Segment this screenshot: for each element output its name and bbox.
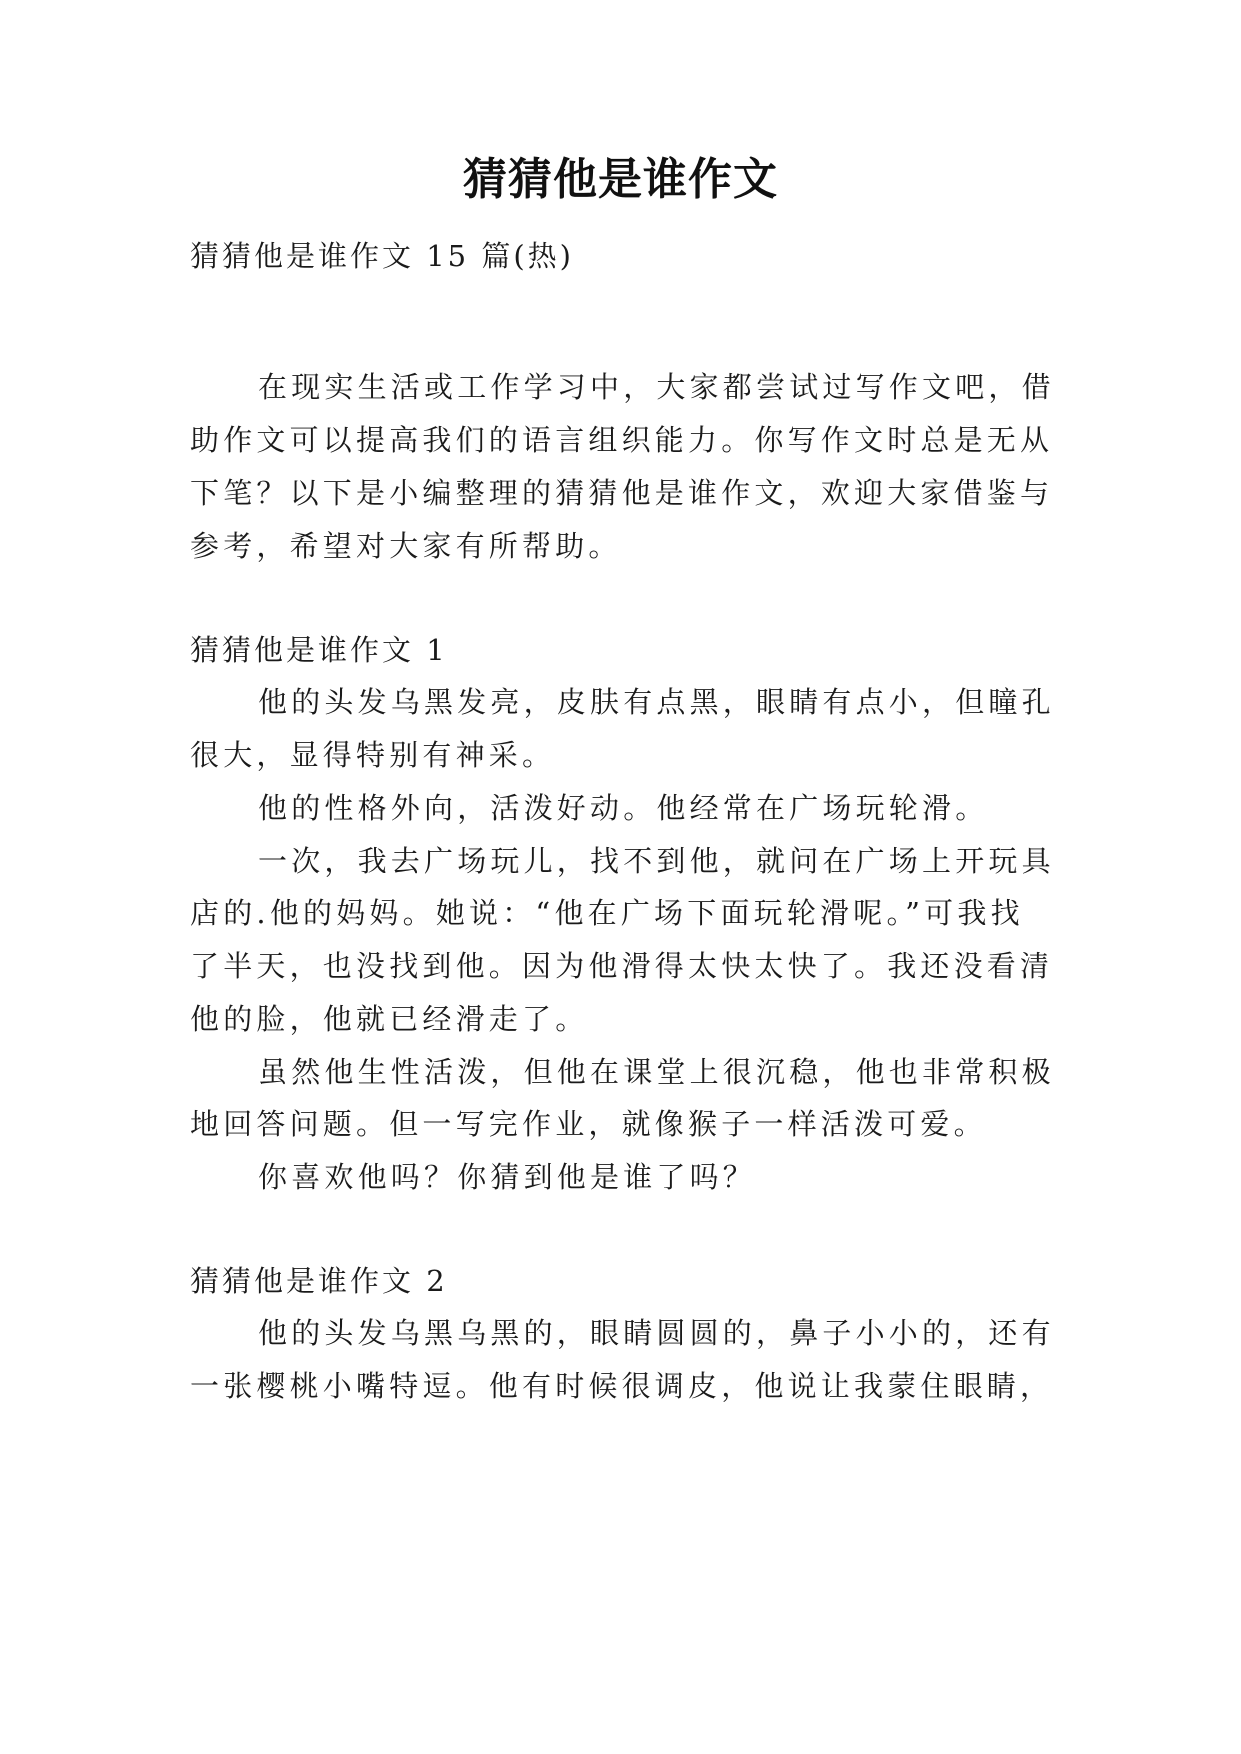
section-1-line-10: 你喜欢他吗？你猜到他是谁了吗？ — [258, 1160, 757, 1194]
section-1-line-9: 地回答问题。但一写完作业，就像猴子一样活泼可爱。 — [190, 1107, 987, 1141]
section-1-line-4: 一次，我去广场玩儿，找不到他，就问在广场上开玩具 — [258, 844, 1055, 878]
intro-line-2: 助作文可以提高我们的语言组织能力。你写作文时总是无从 — [190, 423, 1054, 457]
section-2-line-2: 一张樱桃小嘴特逗。他有时候很调皮，他说让我蒙住眼睛， — [190, 1369, 1054, 1403]
section-1-line-8: 虽然他生性活泼，但他在课堂上很沉稳，他也非常积极 — [258, 1055, 1055, 1089]
intro-line-1: 在现实生活或工作学习中，大家都尝试过写作文吧，借 — [258, 370, 1055, 404]
intro-line-3: 下笔？以下是小编整理的猜猜他是谁作文，欢迎大家借鉴与 — [190, 476, 1054, 510]
section-1-line-3: 他的性格外向，活泼好动。他经常在广场玩轮滑。 — [258, 791, 989, 825]
section-1-line-2: 很大，显得特别有神采。 — [190, 738, 556, 772]
section-1-line-7: 他的脸，他就已经滑走了。 — [190, 1002, 589, 1036]
document-title: 猜猜他是谁作文 — [463, 154, 778, 205]
section-2-line-1: 他的头发乌黑乌黑的，眼睛圆圆的，鼻子小小的，还有 — [258, 1316, 1055, 1350]
section-2-heading: 猜猜他是谁作文 2 — [190, 1264, 448, 1298]
section-1-line-5: 店的.他的妈妈。她说：“他在广场下面玩轮滑呢。”可我找 — [190, 896, 1024, 930]
intro-line-4: 参考，希望对大家有所帮助。 — [190, 529, 622, 563]
section-1-line-1: 他的头发乌黑发亮，皮肤有点黑，眼睛有点小，但瞳孔 — [258, 685, 1055, 719]
document-subtitle: 猜猜他是谁作文 15 篇(热) — [190, 239, 574, 273]
section-1-heading: 猜猜他是谁作文 1 — [190, 633, 448, 667]
section-1-line-6: 了半天，也没找到他。因为他滑得太快太快了。我还没看清 — [190, 949, 1054, 983]
